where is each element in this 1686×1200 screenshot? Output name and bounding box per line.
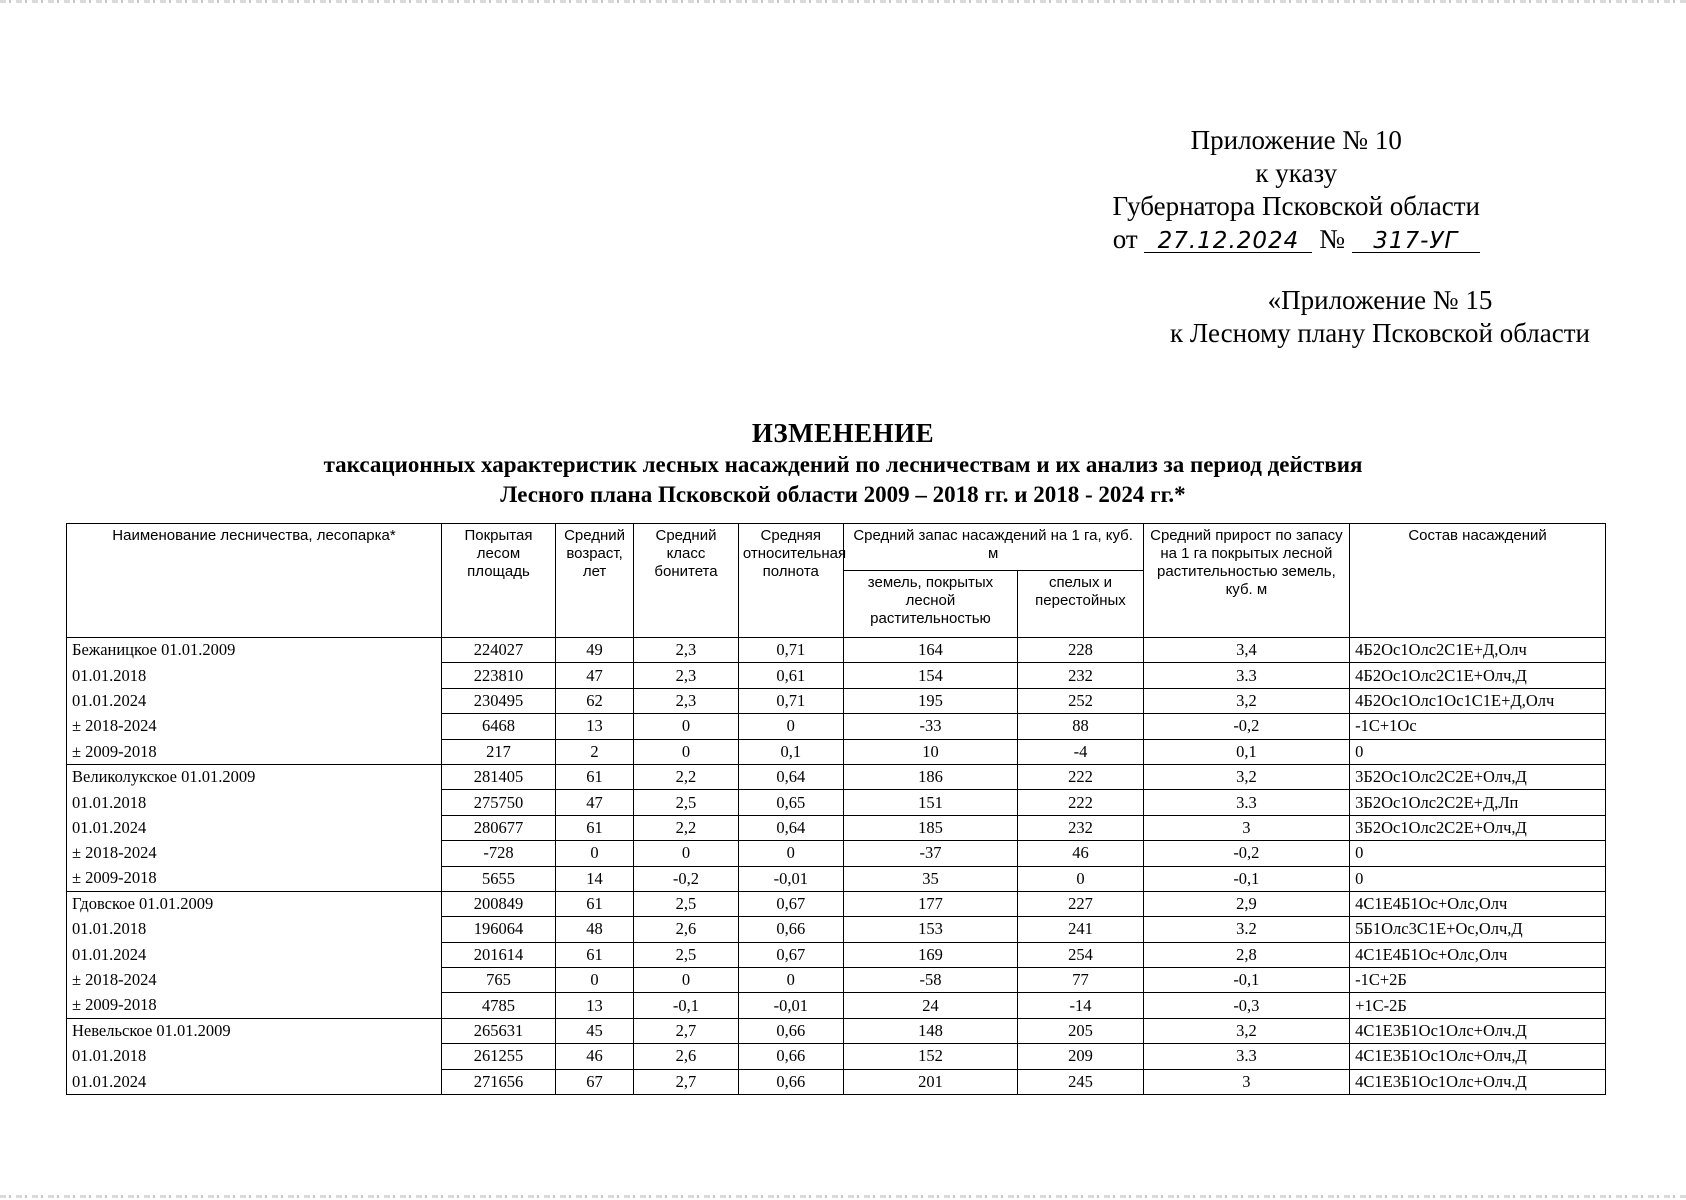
appendix-line-1: Приложение № 10 [1190, 125, 1402, 155]
header-composition: Состав насаждений [1350, 524, 1606, 638]
cell-bonitet: 2,5 [634, 891, 739, 916]
table-row [67, 714, 1606, 739]
cell-stock-mature: 232 [1018, 663, 1143, 688]
appendix-header [1112, 124, 1480, 256]
cell-growth: 0,1 [1143, 739, 1349, 764]
cell-density: -0,01 [738, 866, 843, 891]
cell-density: 0,66 [738, 1018, 843, 1043]
cell-growth: 3,2 [1143, 688, 1349, 713]
cell-stock-mature: 222 [1018, 764, 1143, 789]
cell-density: 0 [738, 714, 843, 739]
header-stock-mature: спелых и перестойных [1018, 571, 1143, 638]
table-row [67, 688, 1606, 713]
cell-stock-mature: 227 [1018, 891, 1143, 916]
cell-growth: 2,8 [1143, 942, 1349, 967]
cell-name: ± 2018-2024 [67, 968, 442, 993]
cell-composition: 4Б2Ос1Олс2С1Е+Олч,Д [1350, 663, 1606, 688]
cell-bonitet: 0 [634, 968, 739, 993]
cell-area: 4785 [441, 993, 555, 1018]
cell-age: 13 [556, 993, 634, 1018]
cell-density: 0 [738, 841, 843, 866]
cell-stock-mature: 88 [1018, 714, 1143, 739]
header-age: Средний возраст, лет [556, 524, 634, 638]
header-growth: Средний прирост по запасу на 1 га покрытых лесной растительностью земель, куб. м [1143, 524, 1349, 638]
cell-stock-mature: 241 [1018, 917, 1143, 942]
number-sign: № [1319, 224, 1345, 254]
cell-stock-covered: 153 [843, 917, 1018, 942]
cell-stock-covered: 148 [843, 1018, 1018, 1043]
cell-bonitet: -0,1 [634, 993, 739, 1018]
table-row [67, 968, 1606, 993]
plan-appendix-reference [1170, 284, 1590, 350]
cell-growth: 3.2 [1143, 917, 1349, 942]
cell-area: 217 [441, 739, 555, 764]
cell-stock-covered: 201 [843, 1069, 1018, 1094]
cell-stock-mature: 254 [1018, 942, 1143, 967]
cell-name: 01.01.2018 [67, 663, 442, 688]
cell-stock-mature: 245 [1018, 1069, 1143, 1094]
cell-stock-mature: 222 [1018, 790, 1143, 815]
cell-name: ± 2009-2018 [67, 993, 442, 1018]
cell-bonitet: 2,3 [634, 663, 739, 688]
cell-growth: -0,3 [1143, 993, 1349, 1018]
cell-age: 0 [556, 841, 634, 866]
cell-growth: -0,2 [1143, 714, 1349, 739]
cell-stock-mature: 77 [1018, 968, 1143, 993]
cell-age: 47 [556, 790, 634, 815]
cell-growth: -0,2 [1143, 841, 1349, 866]
cell-name: ± 2018-2024 [67, 714, 442, 739]
cell-name: 01.01.2024 [67, 815, 442, 840]
table-row [67, 993, 1606, 1018]
cell-growth: 2,9 [1143, 891, 1349, 916]
cell-area: 265631 [441, 1018, 555, 1043]
cell-stock-mature: 0 [1018, 866, 1143, 891]
cell-composition: 5Б1Олс3С1Е+Ос,Олч,Д [1350, 917, 1606, 942]
cell-stock-covered: -33 [843, 714, 1018, 739]
cell-stock-covered: 185 [843, 815, 1018, 840]
cell-stock-covered: 154 [843, 663, 1018, 688]
cell-age: 49 [556, 638, 634, 663]
document-title [0, 416, 1686, 510]
cell-name: 01.01.2024 [67, 688, 442, 713]
cell-area: 765 [441, 968, 555, 993]
table-row [67, 1018, 1606, 1043]
table-row [67, 891, 1606, 916]
cell-age: 61 [556, 942, 634, 967]
cell-bonitet: -0,2 [634, 866, 739, 891]
cell-area: 261255 [441, 1044, 555, 1069]
cell-stock-covered: 35 [843, 866, 1018, 891]
cell-name: 01.01.2024 [67, 1069, 442, 1094]
cell-density: 0,71 [738, 638, 843, 663]
cell-bonitet: 2,5 [634, 790, 739, 815]
cell-bonitet: 2,5 [634, 942, 739, 967]
cell-age: 46 [556, 1044, 634, 1069]
cell-name: Великолукское 01.01.2009 [67, 764, 442, 789]
cell-density: 0,66 [738, 917, 843, 942]
cell-growth: 3.3 [1143, 1044, 1349, 1069]
cell-area: 200849 [441, 891, 555, 916]
table-row [67, 663, 1606, 688]
cell-growth: -0,1 [1143, 866, 1349, 891]
title-subtitle-1: таксационных характеристик лесных насаждений по лесничествам и их анализ за период действия [323, 452, 1363, 477]
cell-age: 61 [556, 815, 634, 840]
cell-growth: -0,1 [1143, 968, 1349, 993]
cell-composition: 4Б2Ос1Олс2С1Е+Д,Олч [1350, 638, 1606, 663]
cell-area: 281405 [441, 764, 555, 789]
cell-stock-covered: -58 [843, 968, 1018, 993]
table-row [67, 638, 1606, 663]
cell-stock-mature: -14 [1018, 993, 1143, 1018]
cell-stock-covered: 24 [843, 993, 1018, 1018]
scan-edge-bottom [0, 1195, 1686, 1198]
cell-stock-covered: 186 [843, 764, 1018, 789]
cell-composition: 0 [1350, 866, 1606, 891]
cell-area: 275750 [441, 790, 555, 815]
cell-composition: 4Б2Ос1Олс1Ос1С1Е+Д,Олч [1350, 688, 1606, 713]
cell-composition: 4С1Е3Б1Ос1Олс+Олч,Д [1350, 1044, 1606, 1069]
cell-stock-mature: 232 [1018, 815, 1143, 840]
cell-density: 0,67 [738, 942, 843, 967]
header-stock-group: Средний запас насаждений на 1 га, куб. м [843, 524, 1143, 571]
cell-density: 0,1 [738, 739, 843, 764]
cell-stock-mature: 209 [1018, 1044, 1143, 1069]
cell-density: 0,71 [738, 688, 843, 713]
cell-composition: 4С1Е4Б1Ос+Олс,Олч [1350, 942, 1606, 967]
cell-name: 01.01.2018 [67, 790, 442, 815]
table-row [67, 917, 1606, 942]
cell-composition: -1С+1Ос [1350, 714, 1606, 739]
cell-density: 0 [738, 968, 843, 993]
cell-density: 0,65 [738, 790, 843, 815]
cell-age: 61 [556, 891, 634, 916]
cell-stock-covered: 164 [843, 638, 1018, 663]
appendix-date-line [1112, 223, 1480, 256]
table-row [67, 866, 1606, 891]
cell-age: 48 [556, 917, 634, 942]
cell-growth: 3 [1143, 1069, 1349, 1094]
cell-bonitet: 0 [634, 841, 739, 866]
table-row [67, 764, 1606, 789]
cell-composition: 4С1Е4Б1Ос+Олс,Олч [1350, 891, 1606, 916]
title-main: ИЗМЕНЕНИЕ [751, 418, 935, 448]
cell-area: -728 [441, 841, 555, 866]
cell-area: 223810 [441, 663, 555, 688]
cell-age: 61 [556, 764, 634, 789]
cell-area: 6468 [441, 714, 555, 739]
cell-composition: -1С+2Б [1350, 968, 1606, 993]
header-stock-covered: земель, покрытых лесной растительностью [843, 571, 1018, 638]
cell-composition: 3Б2Ос1Олс2С2Е+Д,Лп [1350, 790, 1606, 815]
cell-bonitet: 2,2 [634, 764, 739, 789]
table-row [67, 790, 1606, 815]
cell-name: Гдовское 01.01.2009 [67, 891, 442, 916]
cell-name: 01.01.2018 [67, 1044, 442, 1069]
cell-stock-covered: 151 [843, 790, 1018, 815]
cell-bonitet: 2,3 [634, 638, 739, 663]
cell-density: -0,01 [738, 993, 843, 1018]
date-prefix: от [1112, 224, 1138, 254]
cell-name: ± 2009-2018 [67, 739, 442, 764]
cell-stock-mature: 46 [1018, 841, 1143, 866]
cell-age: 2 [556, 739, 634, 764]
scan-edge-top [0, 0, 1686, 3]
cell-composition: +1С-2Б [1350, 993, 1606, 1018]
handwritten-date: 27.12.2024 [1144, 230, 1312, 253]
cell-age: 0 [556, 968, 634, 993]
cell-area: 271656 [441, 1069, 555, 1094]
cell-growth: 3.3 [1143, 790, 1349, 815]
cell-growth: 3,4 [1143, 638, 1349, 663]
table-row [67, 1044, 1606, 1069]
cell-density: 0,66 [738, 1044, 843, 1069]
cell-age: 62 [556, 688, 634, 713]
cell-name: Бежаницкое 01.01.2009 [67, 638, 442, 663]
cell-stock-covered: 195 [843, 688, 1018, 713]
cell-bonitet: 2,3 [634, 688, 739, 713]
table-row [67, 815, 1606, 840]
cell-name: 01.01.2018 [67, 917, 442, 942]
cell-area: 230495 [441, 688, 555, 713]
cell-name: ± 2009-2018 [67, 866, 442, 891]
cell-stock-covered: 10 [843, 739, 1018, 764]
cell-growth: 3,2 [1143, 1018, 1349, 1043]
cell-stock-covered: -37 [843, 841, 1018, 866]
cell-composition: 3Б2Ос1Олс2С2Е+Олч,Д [1350, 764, 1606, 789]
cell-age: 67 [556, 1069, 634, 1094]
cell-stock-covered: 152 [843, 1044, 1018, 1069]
header-name: Наименование лесничества, лесопарка* [67, 524, 442, 638]
cell-density: 0,64 [738, 815, 843, 840]
cell-name: ± 2018-2024 [67, 841, 442, 866]
cell-growth: 3.3 [1143, 663, 1349, 688]
cell-density: 0,64 [738, 764, 843, 789]
cell-age: 45 [556, 1018, 634, 1043]
cell-area: 280677 [441, 815, 555, 840]
table-row [67, 739, 1606, 764]
cell-composition: 0 [1350, 739, 1606, 764]
cell-age: 47 [556, 663, 634, 688]
appendix-line-2: к указу [1255, 158, 1338, 188]
table-row [67, 841, 1606, 866]
cell-stock-covered: 169 [843, 942, 1018, 967]
cell-stock-mature: 228 [1018, 638, 1143, 663]
cell-bonitet: 2,6 [634, 917, 739, 942]
cell-growth: 3,2 [1143, 764, 1349, 789]
plan-line-2: к Лесному плану Псковской области [1169, 318, 1590, 348]
cell-stock-covered: 177 [843, 891, 1018, 916]
cell-area: 196064 [441, 917, 555, 942]
cell-bonitet: 2,6 [634, 1044, 739, 1069]
table-row [67, 1069, 1606, 1094]
cell-composition: 4С1Е3Б1Ос1Олс+Олч.Д [1350, 1069, 1606, 1094]
cell-density: 0,66 [738, 1069, 843, 1094]
cell-bonitet: 2,2 [634, 815, 739, 840]
cell-stock-mature: 205 [1018, 1018, 1143, 1043]
cell-composition: 4С1Е3Б1Ос1Олс+Олч.Д [1350, 1018, 1606, 1043]
cell-stock-mature: 252 [1018, 688, 1143, 713]
plan-line-1: «Приложение № 15 [1267, 285, 1493, 315]
appendix-line-3: Губернатора Псковской области [1112, 191, 1480, 221]
cell-growth: 3 [1143, 815, 1349, 840]
cell-density: 0,67 [738, 891, 843, 916]
title-subtitle-2: Лесного плана Псковской области 2009 – 2018 гг. и 2018 - 2024 гг.* [500, 482, 1186, 507]
cell-composition: 3Б2Ос1Олс2С2Е+Олч,Д [1350, 815, 1606, 840]
cell-name: 01.01.2024 [67, 942, 442, 967]
table-row [67, 942, 1606, 967]
header-density: Средняя относительная полнота [738, 524, 843, 638]
handwritten-number: 317-УГ [1352, 230, 1480, 253]
cell-area: 224027 [441, 638, 555, 663]
header-area: Покрытая лесом площадь [441, 524, 555, 638]
cell-bonitet: 0 [634, 739, 739, 764]
header-bonitet: Средний класс бонитета [634, 524, 739, 638]
cell-composition: 0 [1350, 841, 1606, 866]
cell-bonitet: 2,7 [634, 1018, 739, 1043]
table-body [67, 638, 1606, 1095]
cell-age: 14 [556, 866, 634, 891]
cell-age: 13 [556, 714, 634, 739]
cell-density: 0,61 [738, 663, 843, 688]
taxation-table [66, 523, 1606, 1095]
cell-bonitet: 0 [634, 714, 739, 739]
cell-bonitet: 2,7 [634, 1069, 739, 1094]
cell-area: 5655 [441, 866, 555, 891]
cell-stock-mature: -4 [1018, 739, 1143, 764]
cell-name: Невельское 01.01.2009 [67, 1018, 442, 1043]
cell-area: 201614 [441, 942, 555, 967]
